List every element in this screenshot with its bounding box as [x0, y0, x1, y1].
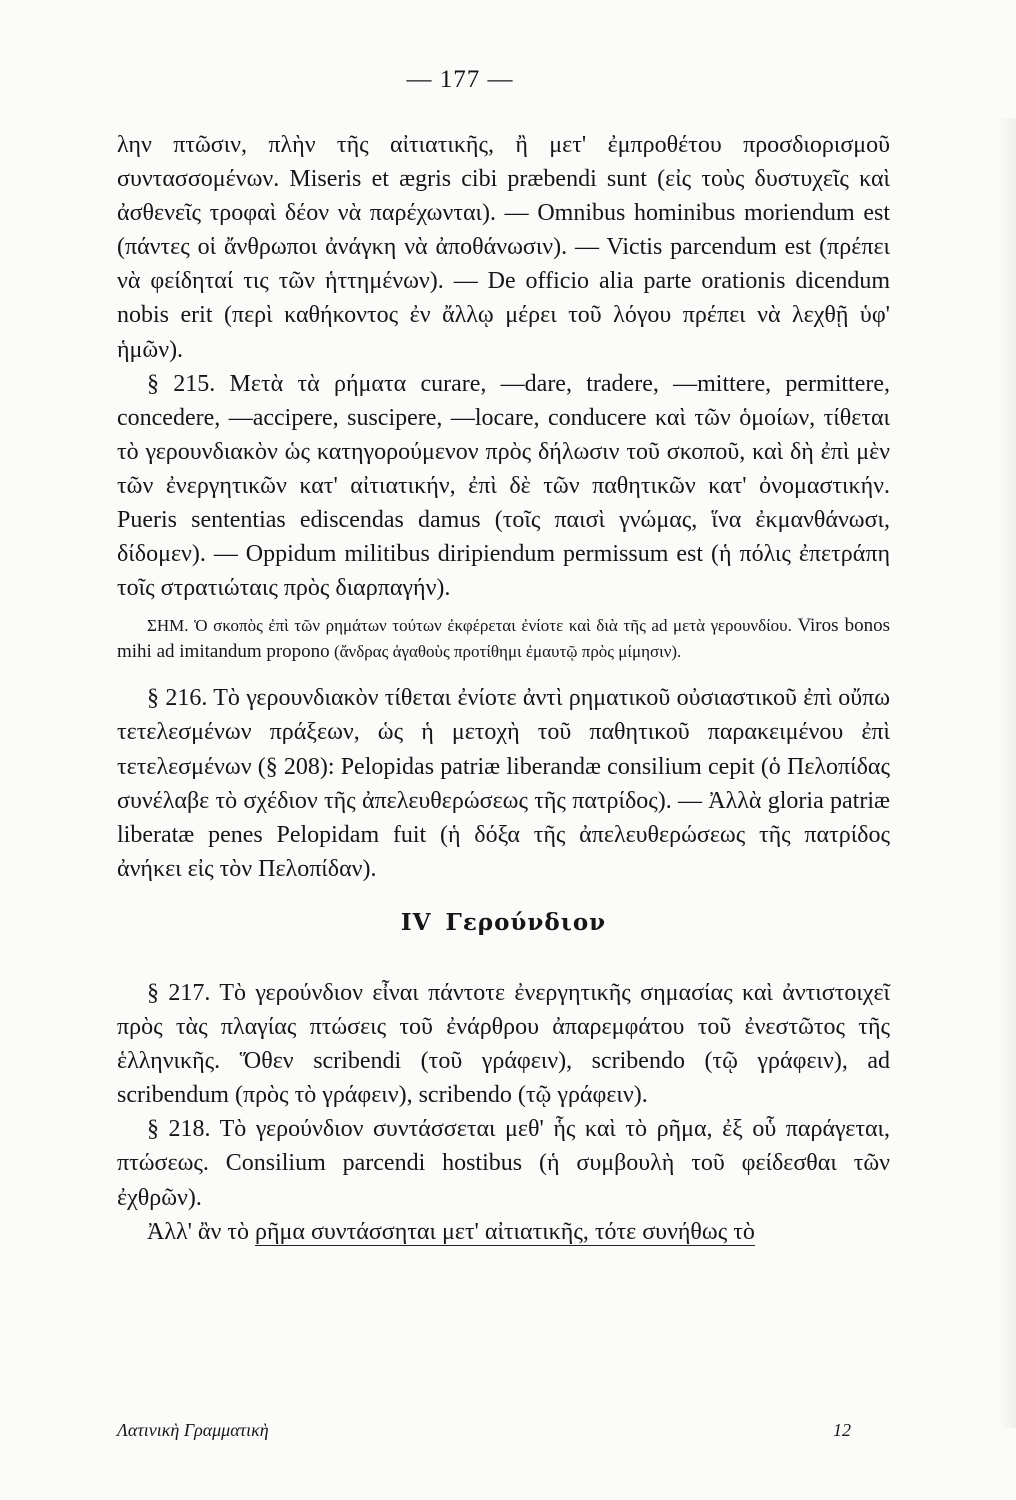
- note-latin-example: Viros bonos mihi ad imitandum propono: [117, 615, 890, 663]
- paragraph-continuation: λην πτῶσιν, πλὴν τῆς αἰτιατικῆς, ἢ μετ' ἐμπροθέτου προσδιορισμοῦ συντασσομένων. Miseris et ægris cibi præbendi sunt (εἰς τοὺς δυστυχεῖς καὶ ἀσθενεῖς τροφαὶ δέον νὰ παρέχωνται). — Omnibus hominibus moriendum est (πάντες οἱ ἄνθρωποι ἀνάγκη νὰ ἀποθάνωσιν). — Victis parcendum est (πρέπει νὰ φείδηταί τις τῶν ἡττημένων). — De officio alia parte orationis dicendum nobis erit (περὶ καθήκοντος ἐν ἄλλῳ μέρει τοῦ λόγου πρέπει νὰ λεχθῇ ὑφ' ἡμῶν).: [117, 132, 890, 363]
- page-body: [117, 128, 890, 1249]
- footer-book-title: Λατινικὴ Γραμματικὴ: [117, 1420, 269, 1440]
- paragraph-section-217: § 217. Τὸ γερούνδιον εἶναι πάντοτε ἐνεργητικῆς σημασίας καὶ ἀντιστοιχεῖ πρὸς τὰς πλαγίας πτώσεις τοῦ ἐνάρθρου ἀπαρεμφάτου τοῦ ἐνεστῶτος τῆς ἑλληνικῆς. Ὅθεν scribendi (τοῦ γράφειν), scribendo (τῷ γράφειν), ad scribendum (πρὸς τὸ γράφειν), scribendo (τῷ γράφειν).: [117, 979, 890, 1109]
- note-text: ΣΗΜ. Ὁ σκοπὸς ἐπὶ τῶν ρημάτων τούτων ἐκφέρεται ἐνίοτε καὶ διὰ τῆς ad μετὰ γερουνδίου.: [147, 616, 792, 636]
- final-line-underlined: ρῆμα συντάσσηται μετ' αἰτιατικῆς, τότε συνήθως τὸ: [255, 1218, 755, 1245]
- paragraph-final-line: [117, 1215, 890, 1249]
- paragraph-section-216: § 216. Τὸ γερουνδιακὸν τίθεται ἐνίοτε ἀντὶ ρηματικοῦ οὐσιαστικοῦ ἐπὶ οὔπω τετελεσμένων πράξεων, ὡς ἡ μετοχὴ τοῦ παθητικοῦ παρακειμένου ἐπὶ τετελεσμένων (§ 208): Pelopidas patriæ liberandæ consilium cepit (ὁ Πελοπίδας συνέλαβε τὸ σχέδιον τῆς ἀπελευθερώσεως τῆς πατρίδος). — Ἀλλὰ gloria patriæ liberatæ penes Pelopidam fuit (ἡ δόξα τῆς ἀπελευθερώσεως τῆς πατρίδος ἀνήκει εἰς τὸν Πελοπίδαν).: [117, 685, 890, 882]
- section-heading: [117, 906, 890, 940]
- footer-signature-number: 12: [833, 1420, 851, 1440]
- scan-shadow: [998, 118, 1016, 1428]
- final-line-lead: Ἀλλ' ἂν τὸ: [147, 1218, 249, 1245]
- page-footer: [117, 1420, 851, 1441]
- section-numeral: IV: [400, 908, 432, 936]
- note-translation: (ἄνδρας ἀγαθοὺς προτίθημι ἐμαυτῷ πρὸς μίμησιν).: [333, 642, 682, 662]
- section-title: Γερούνδιον: [445, 908, 607, 936]
- paragraph-section-215: § 215. Μετὰ τὰ ρήματα curare, —dare, tradere, —mittere, permittere, concedere, —accipere, suscipere, —locare, conducere καὶ τῶν ὁμοίων, τίθεται τὸ γερουνδιακὸν ὡς κατηγορούμενον πρὸς δήλωσιν τοῦ σκοποῦ, καὶ δὴ ἐπὶ μὲν τῶν ἐνεργητικῶν κατ' αἰτιατικήν, ἐπὶ δὲ τῶν παθητικῶν κατ' ὀνομαστικήν. Pueris sententias ediscendas damus (τοῖς παισὶ γνώμας, ἵνα ἐκμανθάνωσι, δίδομεν). — Oppidum militibus diripiendum permissum est (ἡ πόλις ἐπετράπη τοῖς στρατιώταις πρὸς διαρπαγήν).: [117, 370, 890, 602]
- note-paragraph: [117, 613, 890, 665]
- paragraph-section-218: § 218. Τὸ γερούνδιον συντάσσεται μεθ' ἧς καὶ τὸ ρῆμα, ἐξ οὗ παράγεται, πτώσεως. Consilium parcendi hostibus (ἡ συμβουλὴ τοῦ φείδεσθαι τῶν ἐχθρῶν).: [117, 1116, 890, 1211]
- page-number: — 177 —: [406, 66, 514, 93]
